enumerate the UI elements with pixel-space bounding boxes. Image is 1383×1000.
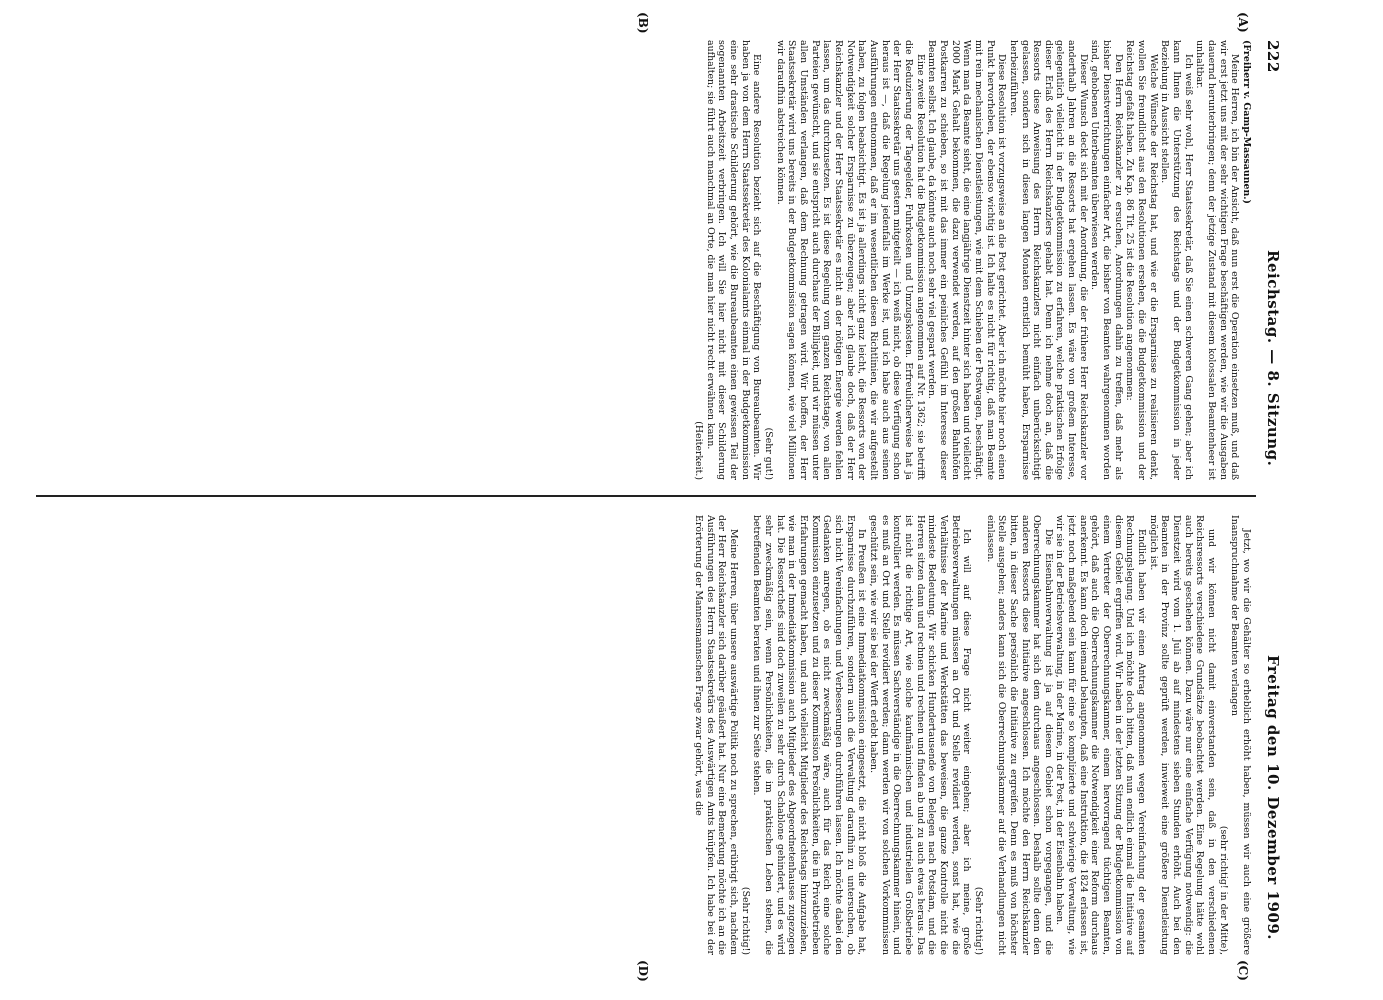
paragraph: In Preußen ist eine Immediatkommission eingesetzt, die nicht bloß die Aufgabe hat, Ersparnisse durchzuführen, sondern auch die Verwaltung daraufhin zu untersuchen, ob sich nicht Vereinfachungen und Verbesserungen durchführen lassen. Ich möchte dabei den Gedanken anregen, ob es nicht zweckmäßig wäre, auch für das Reich eine solche Kommission einzusetzen und zu dieser Kommission Persönlichkeiten, die in Privatbetrieben Erfahrungen gemacht haben, und auch vielleicht Mitglieder des Reichstags hinzuzuziehen, wie man in der Immediatkommission auch Mitglieder des Abgeordnetenhauses zugezogen hat. Die Ressortchefs sind doch zuweilen zu sehr durch Schablone gehindert, und es wird sehr zweckmäßig sein, wenn Persönlichkeiten, die im praktischen Leben stehen, die betreffenden Beamten beraten und ihnen zur Seite stehen.	[751, 515, 868, 955]
paragraph: Dieser Wunsch deckt sich mit der Anordnung, die der frühere Herr Reichskanzler vor anderthalb Jahren an die Ressorts hat ergehen lassen. Es wäre von großem Interesse, gelegentlich vielleicht in der Budgetkommission zu erfahren, welche praktischen Erfolge dieser Erlaß des Herrn Reichskanzlers gehabt hat. Denn ich nehme doch an, daß die Ressorts diese Anweisung des Herrn Reichskanzlers nicht einfach unberücksichtigt gelassen, sondern sich in diesen langen Monaten ernstlich bemüht haben, Ersparnisse herbeizuführen.	[1007, 40, 1089, 480]
header-session: Reichstag. — 8. Sitzung.	[1264, 250, 1282, 467]
paragraph: Endlich haben wir einen Antrag angenommen wegen Vereinfachung der gesamten Rechnungslegung. Und ich möchte doch bitten, daß nun endlich einmal die Initiative auf diesem Gebiet ergriffen wird. Wir haben in der letzten Sitzung der Budgetkommission von einem Vertreter der Oberrechnungskammer, einem hervorragend tüchtigen Beamten, gehört, daß auch die Oberrechnungskammer die Notwendigkeit einer Reform durchaus anerkennt. Es kann doch niemand behaupten, daß eine Instruktion, die 1824 erlassen ist, jetzt noch maßgebend sein kann für eine so komplizierte und schwierige Verwaltung, wie wir sie in der Betriebsverwaltung, in der Marine, in der Post, in der Eisenbahn haben.	[1054, 515, 1148, 955]
paragraph: Meine Herren, ich bin der Ansicht, daß nun erst die Operation einsetzen muß, und daß wir erst jetzt uns mit der sehr wichtigen Frage beschäftigen werden, wie wir die Ausgaben dauernd herunterbringen; denn der jetzige Zustand mit diesem kolossalen Beamtenheer ist unhaltbar.	[1194, 40, 1241, 480]
right-column	[22, 515, 1252, 955]
left-column	[22, 40, 1252, 480]
interjection: (Heiterkeit.)	[693, 421, 705, 480]
paragraph: Diese Resolution ist vorzugsweise an die Post gerichtet. Aber ich möchte hier noch einen Punkt hervorheben, der ebenso wichtig ist. Ich halte es nicht für richtig, daß man Beamte mit rein mechanischen Dienstleistungen, wie mit dem Schieben der Postwagen, beschäftigt. Wenn man da Beamte sieht, die eine langjährige Dienstzeit hinter sich haben und vielleicht 2000 Mark Gehalt bekommen, die dazu verwendet werden, auf den großen Bahnhöfen Postkarren zu schieben, so ist mit das immer ein peinliches Gefühl im Interesse dieser Beamten selbst. Ich glaube, da könnte auch noch sehr viel gespart werden.	[926, 40, 1008, 480]
paragraph: Die Eisenbahnverwaltung ist ja auf diesem Gebiet schon vorgegangen, und die Oberrechnungskammer hat sich dem durchaus angeschlossen. Deshalb sollte denn den anderen Ressorts diese Initiative angeschlossen. Ich möchte den Herrn Reichskanzler bitten, in dieser Sache persönlich die Initiative zu ergreifen. Denn es muß von höchster Stelle ausgehen; anders kann sich die Oberrechnungskammer auf die Verhandlungen nicht einlassen.	[984, 515, 1054, 955]
margin-marker-b: (B)	[636, 12, 650, 34]
margin-marker-a: (A)	[1236, 12, 1250, 33]
column-divider	[36, 495, 1256, 497]
paragraph: Eine zweite Resolution hat die Budgetkommission angenommen auf Nr. 1362; sie betrifft die Reduzierung der Tagegelder, Fuhrkosten und Umzugskosten. Erfreulicherweise hat ja der Herr Staatssekretär uns gestern mitgeteilt — ich weiß nicht, ob diese Verfügung schon heraus ist —, daß die Regelung jedenfalls im Werke ist, und ich habe auch aus seinen Ausführungen entnommen, daß er im wesentlichen diesen Richtlinien, die wir aufgestellt haben, zu folgen beabsichtigt. Es ist ja allerdings nicht ganz leicht, die Ressorts von der Notwendigkeit solcher Ersparnisse zu überzeugen; aber ich glaube doch, daß der Herr Reichskanzler und der Herr Staatssekretär es nicht an der nötigen Energie werden fehlen lassen, um das durchzusetzen. Es ist diese Regelung vom ganzen Reichstage, von allen Parteien gewünscht, und sie entspricht auch durchaus der Billigkeit, und wir müssen unter allen Umständen verlangen, daß dem Rechnung getragen wird. Wir hoffen, der Herr Staatssekretär wird uns bereits in der Budgetkommission sagen können, wie viel Millionen wir daraufhin abstreichen können.	[774, 40, 926, 480]
header-date: Freitag den 10. Dezember 1909.	[1264, 655, 1282, 940]
paragraph: und wir können nicht damit einverstanden sein, daß in den verschiedenen Reichsressorts verschiedene Grundsätze beobachtet werden. Eine Regelung hätte wohl auch bereits geschehen können. Dazu wäre nur eine einfache Verfügung notwendig: die Dienstzeit wird vom 1. Juli ab auf mindestens sieben Stunden erhöht. Auch bei den Beamten in der Provinz sollte geprüft werden, inwieweit eine größere Dienstleistung möglich ist.	[1147, 515, 1218, 955]
paragraph: Meine Herren, über unsere auswärtige Politik noch zu sprechen, erübrigt sich, nachdem der Herr Reichskanzler sich darüber geäußert hat. Nur eine Bemerkung möchte ich an die Ausführungen des Herrn Staatssekretärs des Auswärtigen Amts knüpfen. Ich habe bei der Erörterung der Mannesmannschen Frage zwar gehört, was die	[693, 515, 740, 955]
interjection: (Sehr richtig!)	[972, 886, 984, 955]
speaker-name: (Freiherr v. Gamp-Massaunen.)	[1241, 40, 1252, 204]
page-header	[1258, 40, 1282, 940]
paragraph: Eine andere Resolution bezieht sich auf die Beschäftigung von Bureaubeamten. Wir haben ja von dem Herrn Staatssekretär des Kolonialamts einmal in der Budgetkommission eine sehr drastische Schilderung gehört, wie die Bureaubeamten einen gewissen Teil der sogenannten Arbeitszeit verbringen. Ich will Sie hier nicht mit dieser Schilderung aufhalten; sie führt auch manchmal an Orte, die man hier nicht recht erwähnen kann.	[704, 40, 763, 480]
paragraph: Ich will auf diese Frage nicht weiter eingehen; aber ich meine, große Betriebsverwaltungen müssen an Ort und Stelle revidiert werden, sonst hat, wie die Verhältnisse der Marine und Werkstätten das beweisen, die ganze Kontrolle nicht die mindeste Bedeutung. Wir schicken Hundertausende von Belegen nach Potsdam, und die Herren sitzen dann und rechnen und rechnen und finden ab und zu auch etwas heraus. Das ist nicht die richtige Art, wie solche kaufmännischen und industriellen Großbetriebe kontrolliert werden. Es müssen Sachverständige in die Oberrechnungskammer hinein, und es muß an Ort und Stelle revidiert werden; dann werden wir von solchen Vorkommnissen geschützt sein, wie wir sie bei der Werft erlebt haben.	[868, 515, 973, 955]
paragraph: Welche Wünsche der Reichstag hat, und wie er die Ersparnisse zu realisieren denkt, wollen Sie freundlichst aus den Resolutionen ersehen, die die Budgetkommission und der Reichstag gefaßt haben. Zu Kap. 86 Tit. 25 ist die Resolution angenommen:	[1124, 40, 1159, 480]
paragraph: Ich weiß sehr wohl, Herr Staatssekretär, daß Sie einen schweren Gang gehen; aber ich kann Ihnen die Unterstützung des Reichstags und der Budgetkommission in jeder Beziehung in Aussicht stellen.	[1159, 40, 1194, 480]
interjection: (sehr richtig! in der Mitte),	[1217, 825, 1229, 955]
interjection: (Sehr gut!)	[763, 427, 775, 480]
interjection: (Sehr richtig!)	[739, 886, 751, 955]
paragraph: Jetzt, wo wir die Gehälter so erheblich erhöht haben, müssen wir auch eine größere Inanspruchnahme der Beamten verlangen	[1229, 515, 1252, 955]
page-number: 222	[1264, 40, 1282, 73]
margin-marker-d: (D)	[636, 960, 650, 982]
paragraph: Den Herrn Reichskanzler zu ersuchen, Anordnungen dahin zu treffen, daß mehr als bisher Dienstverrichtungen einfacher Art, die bisher von Beamten wahrgenommen worden sind, gehobenen Unterbeamten überwiesen werden.	[1089, 40, 1124, 480]
margin-marker-c: (C)	[1236, 960, 1250, 981]
